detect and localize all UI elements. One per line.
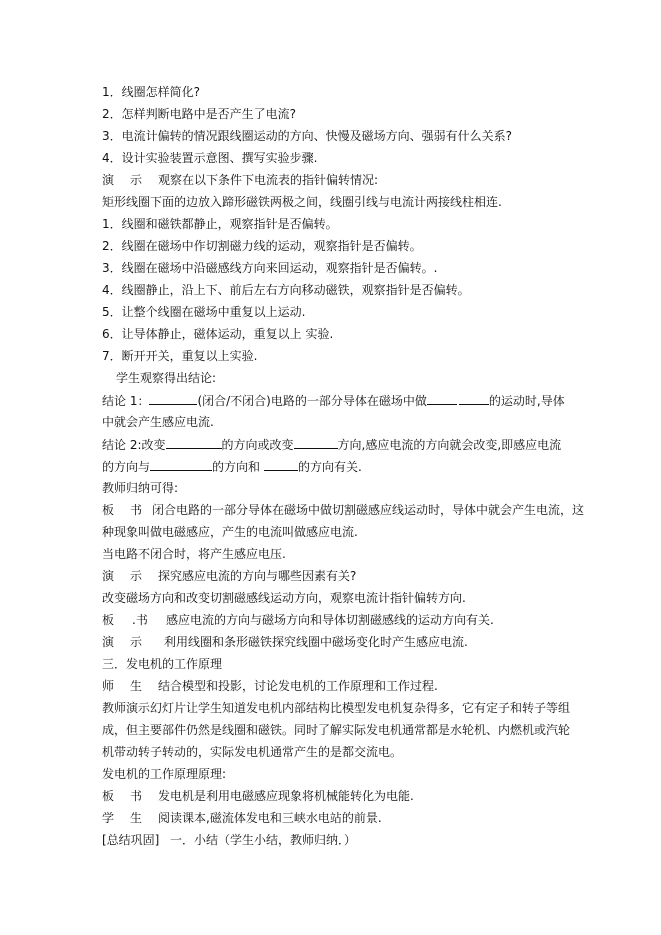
demo3-text: 利用线圈和条形磁铁探究线圈中磁场变化时产生感应电流.: [164, 635, 468, 649]
blank-6: [150, 458, 212, 471]
board2-label-a: 板: [102, 613, 115, 627]
setup-text: 矩形线圈下面的边放入蹄形磁铁两极之间，线圈引线与电流计两接线柱相连.: [102, 195, 502, 209]
step-4: 4．线圈静止，沿上下、前后左右方向移动磁铁，观察指针是否偏转。: [102, 283, 470, 297]
board-label-b: 书: [130, 503, 143, 517]
conclusion-2-e: 的方向和: [212, 460, 261, 474]
paragraph-line-1: 教师演示幻灯片让学生知道发电机内部结构比模型发电机复杂得多，它有定子和转子等组: [102, 701, 571, 715]
summary-text: 一．小结（学生小结，教师归纳．）: [170, 833, 357, 847]
step-2: 2．线圈在磁场中作切割磁力线的运动，观察指针是否偏转。: [102, 239, 422, 253]
summary-label: [总结巩固]: [102, 833, 160, 847]
demo-line-1: [102, 172, 572, 188]
principle-heading: 发电机的工作原理原理:: [102, 767, 227, 781]
st-label-a: 学: [102, 811, 115, 825]
section-3-heading: 三．发电机的工作原理: [102, 657, 223, 671]
demo3-label-a: 演: [102, 635, 115, 649]
observe-text: 学生观察得出结论:: [116, 371, 217, 385]
conclusion-2-cont: [102, 458, 572, 475]
blank-3: [459, 392, 489, 405]
step-3: 3．线圈在磁场中沿磁感线方向来回运动，观察指针是否偏转。.: [102, 261, 438, 275]
ts-label-b: 生: [130, 679, 143, 693]
demo-label-a: 演: [102, 173, 115, 187]
board-line-2: [102, 612, 572, 628]
teacher-summary: 教师归纳可得:: [102, 481, 179, 495]
step-1: 1．线圈和磁铁都静止，观察指针是否偏转。: [102, 217, 338, 231]
teacher-student-line: [102, 678, 572, 694]
st-label-b: 生: [130, 811, 143, 825]
step-7: 7．断开开关，重复以上实验.: [102, 349, 258, 363]
conclusion-2-d: 的方向与: [102, 460, 151, 474]
question-3: 3．电流计偏转的情况跟线圈运动的方向、快慢及磁场方向、强弱有什么关系?: [102, 129, 513, 143]
blank-7: [264, 458, 298, 471]
conclusion-2-b: 的方向或改变: [221, 438, 294, 452]
question-1: 1．线圈怎样简化?: [102, 85, 201, 99]
demo2-label-a: 演: [102, 569, 115, 583]
board-text: 闭合电路的一部分导体在磁场中做切割磁感应线运动时，导体中就会产生电流，这: [152, 503, 585, 517]
demo-text: 观察在以下条件下电流表的指针偏转情况:: [158, 173, 379, 187]
conclusion-1-c: 的运动时,导体: [488, 394, 565, 408]
change-text: 改变磁场方向和改变切割磁感线运动方向，观察电流计指针偏转方向.: [102, 591, 466, 605]
open-circuit-text: 当电路不闭合时，将产生感应电压.: [102, 547, 286, 561]
conclusion-1: [102, 392, 572, 409]
step-5: 5．让整个线圈在磁场中重复以上运动.: [102, 305, 306, 319]
blank-2: [427, 392, 457, 405]
conclusion-1-b: (闭合/不闭合)电路的一部分导体在磁场中做: [197, 394, 427, 408]
blank-4: [166, 436, 222, 449]
board3-label-b: 书: [130, 789, 143, 803]
step-6: 6．让导体静止，磁体运动，重复以上 实验.: [102, 327, 334, 341]
ts-text: 结合模型和投影，讨论发电机的工作原理和工作过程.: [158, 679, 438, 693]
conclusion-2-a: 结论 2:改变: [102, 438, 166, 452]
demo-line-2: [102, 568, 572, 584]
board2-label-b: .书: [132, 613, 148, 627]
conclusion-2: [102, 436, 572, 453]
demo3-label-b: 示: [130, 635, 143, 649]
paragraph-line-3: 机带动转子转动的，实际发电机通常产生的是都交流电。: [102, 745, 403, 759]
board-label-a: 板: [102, 503, 115, 517]
question-4: 4．设计实验装置示意图、撰写实验步骤.: [102, 151, 318, 165]
summary-line: [102, 832, 572, 848]
conclusion-2-c: 方向,感应电流的方向就会改变,即感应电流: [337, 438, 562, 452]
ts-label-a: 师: [102, 679, 115, 693]
demo2-label-b: 示: [130, 569, 143, 583]
student-line: [102, 810, 572, 826]
conclusion-2-f: 的方向有关.: [298, 460, 362, 474]
board-line-1-cont: 种现象叫做电磁感应，产生的电流叫做感应电流.: [102, 525, 358, 539]
st-text: 阅读课本,磁流体发电和三峡水电站的前景.: [158, 811, 382, 825]
blank-1: [149, 392, 197, 405]
board3-text: 发电机是利用电磁感应现象将机械能转化为电能.: [158, 789, 414, 803]
board2-text: 感应电流的方向与磁场方向和导体切割磁感线的运动方向有关.: [166, 613, 494, 627]
conclusion-1-a: 结论 1：: [102, 394, 150, 408]
conclusion-1-cont: 中就会产生感应电流.: [102, 415, 214, 429]
board-line-1: [102, 502, 585, 518]
demo2-text: 探究感应电流的方向与哪些因素有关?: [158, 569, 357, 583]
paragraph-line-2: 成，但主要部件仍然是线圈和磁铁。同时了解实际发电机通常都是水轮机、内燃机或汽轮: [102, 723, 571, 737]
demo-label-b: 示: [130, 173, 143, 187]
board-line-3: [102, 788, 572, 804]
demo-line-3: [102, 634, 572, 650]
blank-5: [294, 436, 338, 449]
question-2: 2．怎样判断电路中是否产生了电流?: [102, 107, 297, 121]
board3-label-a: 板: [102, 789, 115, 803]
